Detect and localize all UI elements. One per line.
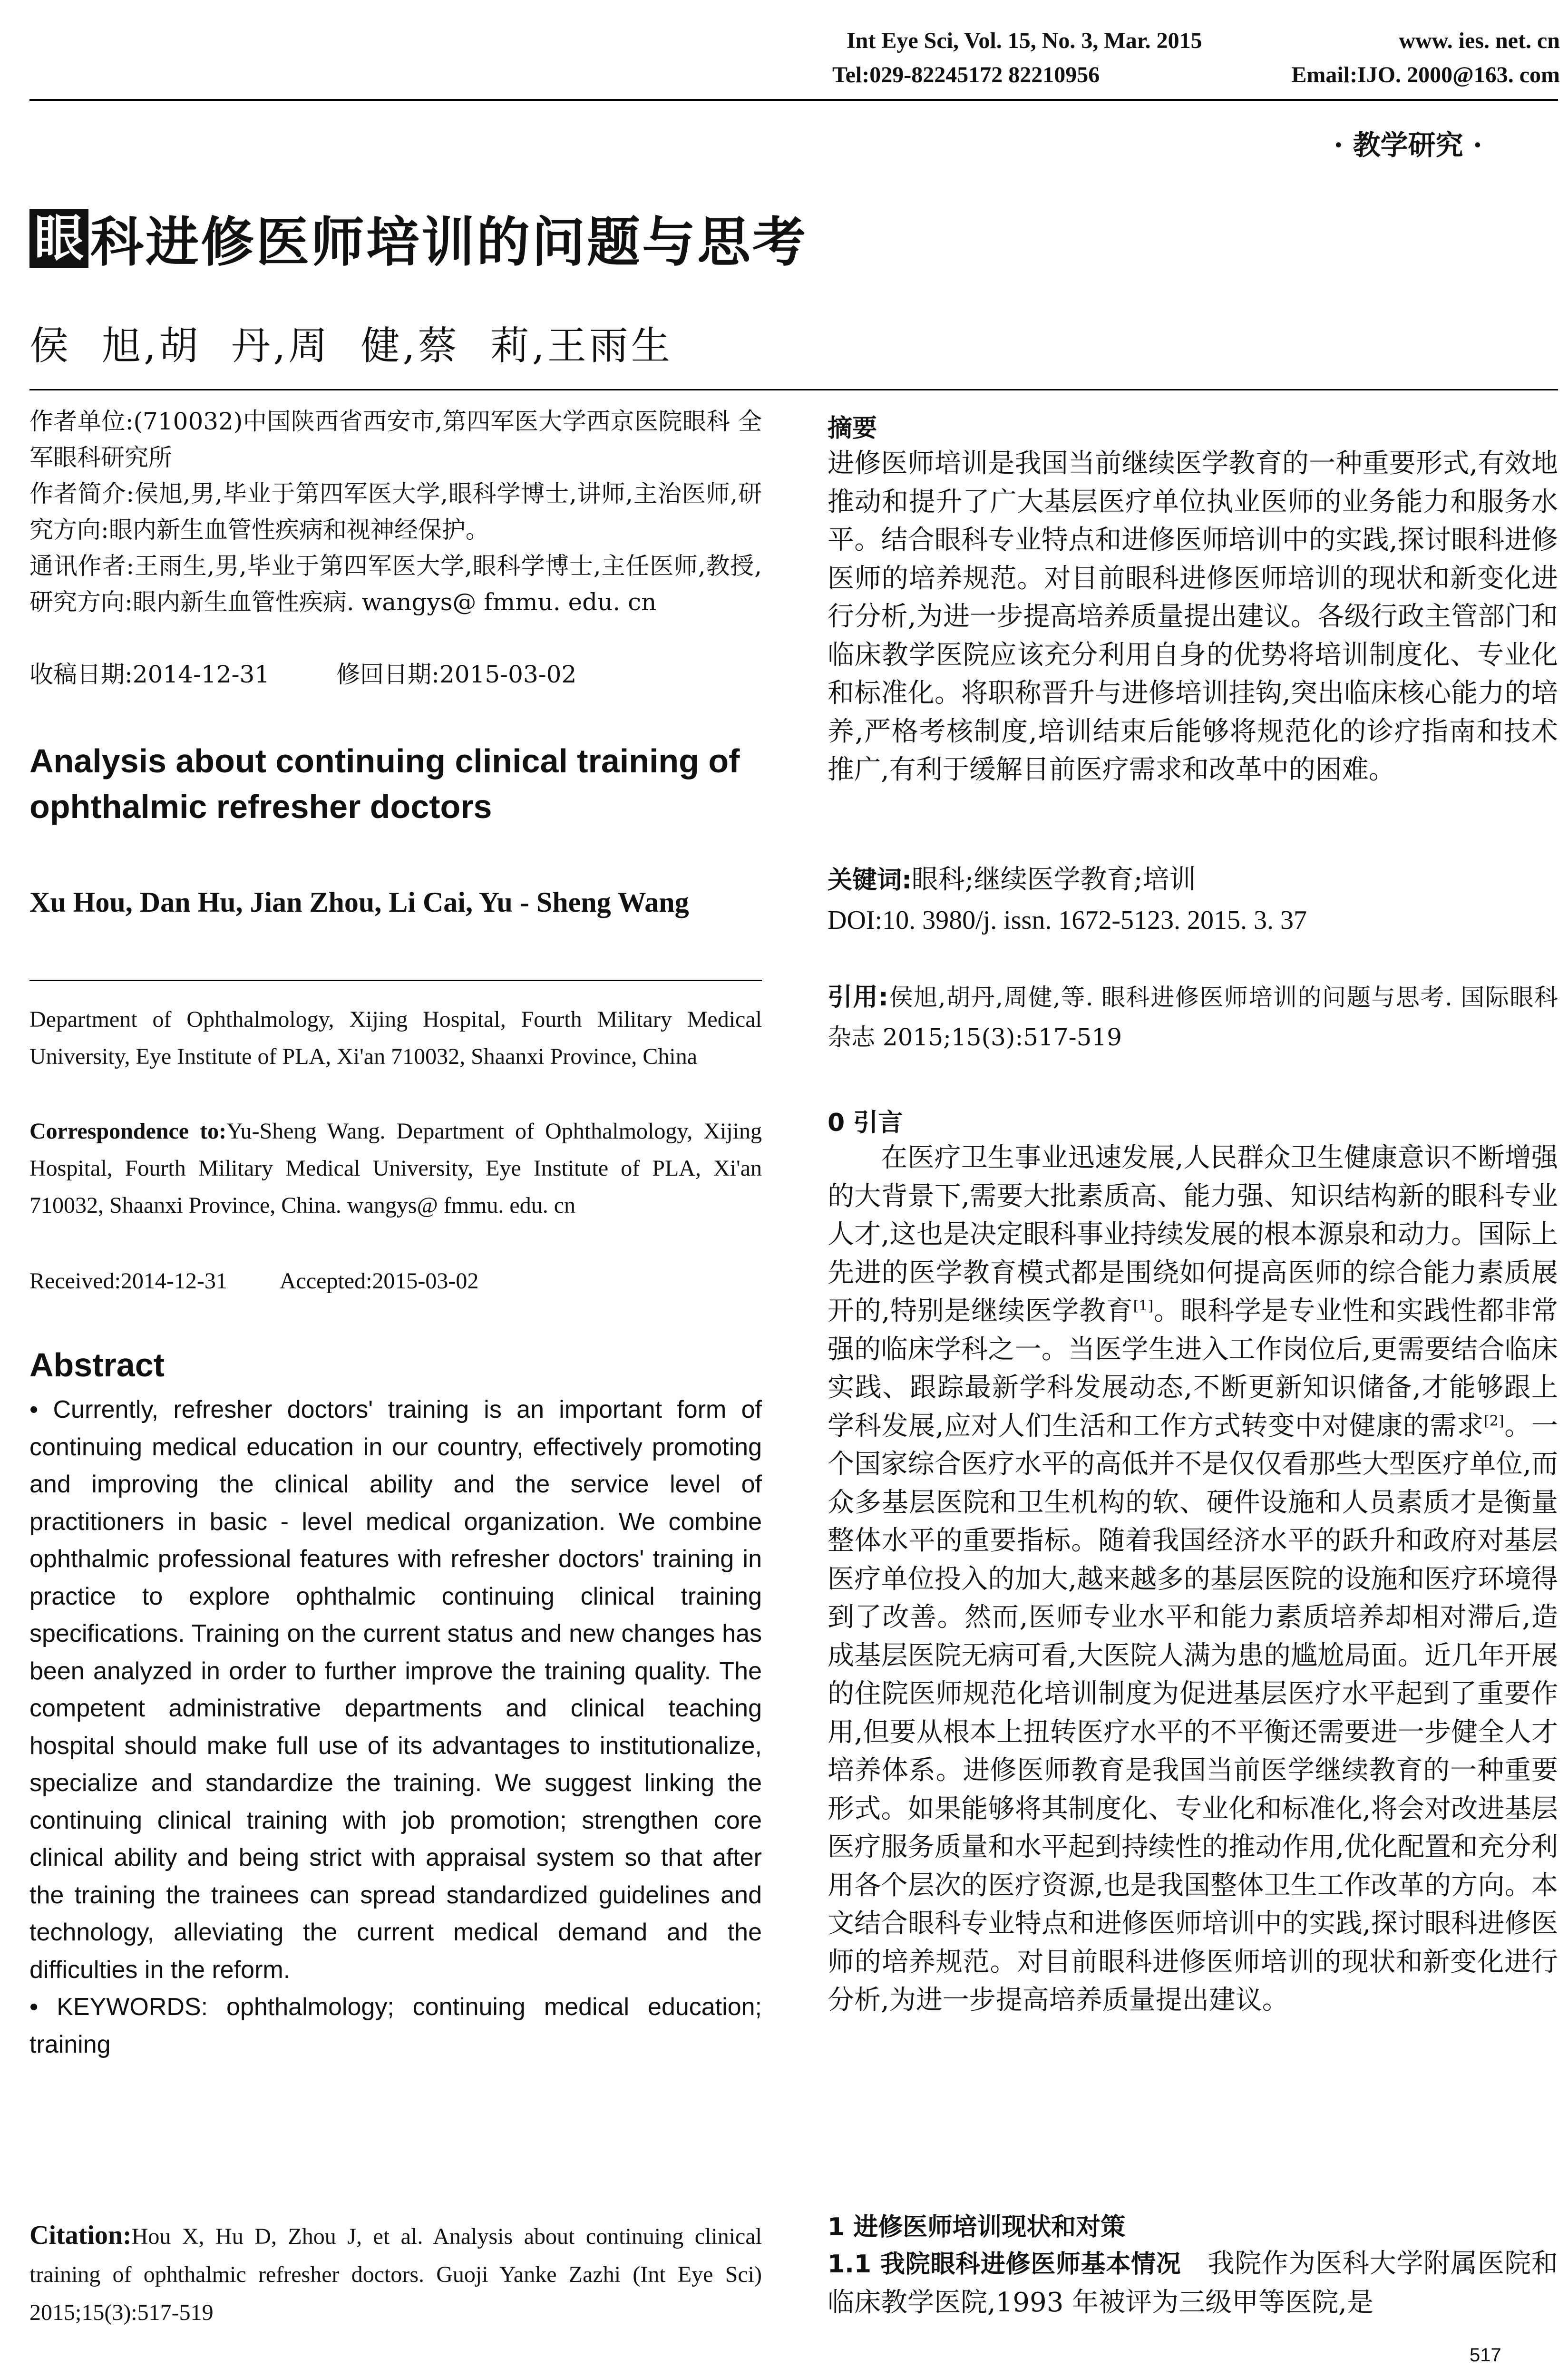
section-1-1 xyxy=(828,2245,1558,2322)
section-1-heading: 1 进修医师培训现状和对策 xyxy=(828,2213,1126,2241)
keywords-cn-text: 眼科;继续医学教育;培训 xyxy=(911,864,1196,895)
section-tag: · 教学研究 · xyxy=(1334,129,1482,161)
received-date-cn: 收稿日期:2014-12-31 xyxy=(29,661,270,688)
keywords-cn-label: 关键词: xyxy=(828,866,912,895)
intro-text-part3: 。一个国家综合医疗水平的高低并不是仅仅看那些大型医疗单位,而众多基层医院和卫生机构的软、硬件设施和人员素质才是衡量整体水平的重要指标。随着我国经济水平的跃升和政府对基层医疗单位投入的加大,越来越多的基层医院的设施和医疗环境得到了改善。然而,医师专业水平和能力素质培养却相对滞后,造成基层医院无病可看,大医院人满为患的尴尬局面。近几年开展的住院医师规范化培训制度为促进基层医疗水平起到了重要作用,但要从根本上扭转医疗水平的不平衡还需要进一步健全人才培养体系。进修医师教育是我国当前医学继续教育的一种重要形式。如果能够将其制度化、专业化和标准化,将会对改进基层医疗服务质量和水平起到持续性的推动作用,优化配置和充分利用各个层次的医疗资源,也是我国整体卫生工作改革的方向。本文结合眼科专业特点和进修医师培训中的实践,探讨眼科进修医师的培养规范。对目前眼科进修医师培训的现状和新变化进行分析,为进一步提高培养质量提出建议。 xyxy=(828,1410,1558,2016)
journal-header-line2 xyxy=(832,62,1560,88)
dates-cn xyxy=(29,656,762,692)
english-affiliation: Department of Ophthalmology, Xijing Hospital, Fourth Military Medical University, Eye Institute of PLA, Xi'an 710032, Shaanxi Province, China xyxy=(29,1007,762,1069)
english-divider xyxy=(29,980,762,981)
title-divider xyxy=(29,389,1558,390)
header-divider xyxy=(29,99,1558,101)
citation-text: Hou X, Hu D, Zhou J, et al. Analysis about continuing clinical training of ophthalmic refresher doctors. Guoji Yanke Zazhi (Int Eye Sci) 2015;15(3):517-519 xyxy=(29,2224,762,2325)
abstract-cn-heading: 摘要 xyxy=(828,414,877,443)
journal-header-line1 xyxy=(847,28,1560,54)
author-profile-cn: 作者简介:侯旭,男,毕业于第四军医大学,眼科学博士,讲师,主治医师,研究方向:眼内新生血管性疾病和视神经保护。 xyxy=(29,480,762,544)
affiliation-cn: 作者单位:(710032)中国陕西省西安市,第四军医大学西京医院眼科 全军眼科研究所 xyxy=(29,408,762,471)
citation-label: Citation: xyxy=(29,2221,132,2250)
section-1-1-heading: 1.1 我院眼科进修医师基本情况 xyxy=(828,2250,1181,2279)
english-accepted: Accepted:2015-03-02 xyxy=(279,1268,479,1294)
intro-text-part1: 在医疗卫生事业迅速发展,人民群众卫生健康意识不断增强的大背景下,需要大批素质高、能力强、知识结构新的眼科专业人才,这也是决定眼科事业持续发展的根本源泉和动力。国际上先进的医学教育模式都是围绕如何提高医师的综合能力素质展开的,特别是继续医学教育 xyxy=(828,1142,1558,1326)
correspondence-label: Correspondence to: xyxy=(29,1119,227,1144)
citation-cn-text: 侯旭,胡丹,周健,等. 眼科进修医师培训的问题与思考. 国际眼科杂志 2015;15(3):517-519 xyxy=(828,984,1558,1051)
abstract-text: • Currently, refresher doctors' training is an important form of continuing medical education in our country, effectively promoting and improving the clinical ability and the service level of practitioners in basic - level medical organization. We combine ophthalmic professional features with refresher doctors' training in practice to explore ophthalmic continuing clinical training specifications. Training on the current status and new changes has been analyzed in order to further improve the training quality. The competent administrative departments and clinical teaching hospital should make full use of its advantages to institutionalize, specialize and standardize the training. We suggest linking the continuing clinical training with job promotion; strengthen core clinical ability and being strict with appraisal system so that after the training the trainees can spread standardized guidelines and technology, alleviating the current medical demand and the difficulties in the reform. xyxy=(29,1396,762,1984)
citation-en xyxy=(29,2216,762,2332)
reference-1: [1] xyxy=(1133,1297,1154,1315)
english-authors: Xu Hou, Dan Hu, Jian Zhou, Li Cai, Yu - Sheng Wang xyxy=(29,887,689,918)
english-dates xyxy=(29,1263,762,1300)
intro-paragraph xyxy=(828,1139,1558,2020)
doi: DOI:10. 3980/j. issn. 1672-5123. 2015. 3. 37 xyxy=(828,906,1307,935)
correspondence-text: Yu-Sheng Wang. Department of Ophthalmology, Xijing Hospital, Fourth Military Medical University, Eye Institute of PLA, Xi'an 710032, Shaanxi Province, China. wangys@ fmmu. edu. cn xyxy=(29,1119,762,1218)
page-number: 517 xyxy=(1470,2345,1501,2366)
title-drop-cap: 眼 xyxy=(29,209,88,268)
abstract-heading: Abstract xyxy=(29,1346,165,1383)
english-correspondence xyxy=(29,1113,762,1224)
citation-cn xyxy=(828,977,1558,1057)
english-title: Analysis about continuing clinical training of ophthalmic refresher doctors xyxy=(29,742,740,825)
keywords-cn xyxy=(828,861,1558,900)
intro-text-part2: 。眼科学是专业性和实践性都非常强的临床学科之一。当医学生进入工作岗位后,更需要结合临床实践、跟踪最新学科发展动态,不断更新知识储备,才能够跟上学科发展,应对人们生活和工作方式转变中对健康的需求 xyxy=(828,1296,1558,1442)
journal-email: Email:IJO. 2000@163. com xyxy=(1291,62,1560,88)
intro-heading: 0 引言 xyxy=(828,1109,903,1137)
english-received: Received:2014-12-31 xyxy=(29,1268,227,1294)
journal-tel: Tel:029-82245172 82210956 xyxy=(832,62,1100,88)
keywords-en: • KEYWORDS: ophthalmology; continuing medical education; training xyxy=(29,1993,762,2058)
correspondence-cn: 通讯作者:王雨生,男,毕业于第四军医大学,眼科学博士,主任医师,教授,研究方向:眼内新生血管性疾病. wangys@ fmmu. edu. cn xyxy=(29,552,762,616)
journal-issue: Int Eye Sci, Vol. 15, No. 3, Mar. 2015 xyxy=(847,28,1202,53)
title-text: 科进修医师培训的问题与思考 xyxy=(90,211,808,273)
revised-date-cn: 修回日期:2015-03-02 xyxy=(336,661,577,688)
abstract-cn: 进修医师培训是我国当前继续医学教育的一种重要形式,有效地推动和提升了广大基层医疗单位执业医师的业务能力和服务水平。结合眼科专业特点和进修医师培训中的实践,探讨眼科进修医师的培养规范。对目前眼科进修医师培训的现状和新变化进行分析,为进一步提高培养质量提出建议。各级行政主管部门和临床教学医院应该充分利用自身的优势将培训制度化、专业化和标准化。将职称晋升与进修培训挂钩,突出临床核心能力的培养,严格考核制度,培训结束后能够将规范化的诊疗指南和技术推广,有利于缓解目前医疗需求和改革中的困难。 xyxy=(828,448,1558,785)
abstract-body xyxy=(29,1391,762,2063)
article-title xyxy=(29,200,808,276)
section-1-1-text: 我院作为医科大学附属医院和临床教学医院,1993 年被评为三级甲等医院,是 xyxy=(828,2248,1558,2318)
citation-cn-label: 引用: xyxy=(828,983,888,1012)
authors-cn: 侯 旭,胡 丹,周 健,蔡 莉,王雨生 xyxy=(29,323,673,369)
reference-2: [2] xyxy=(1484,1412,1504,1429)
journal-website: www. ies. net. cn xyxy=(1399,28,1560,53)
